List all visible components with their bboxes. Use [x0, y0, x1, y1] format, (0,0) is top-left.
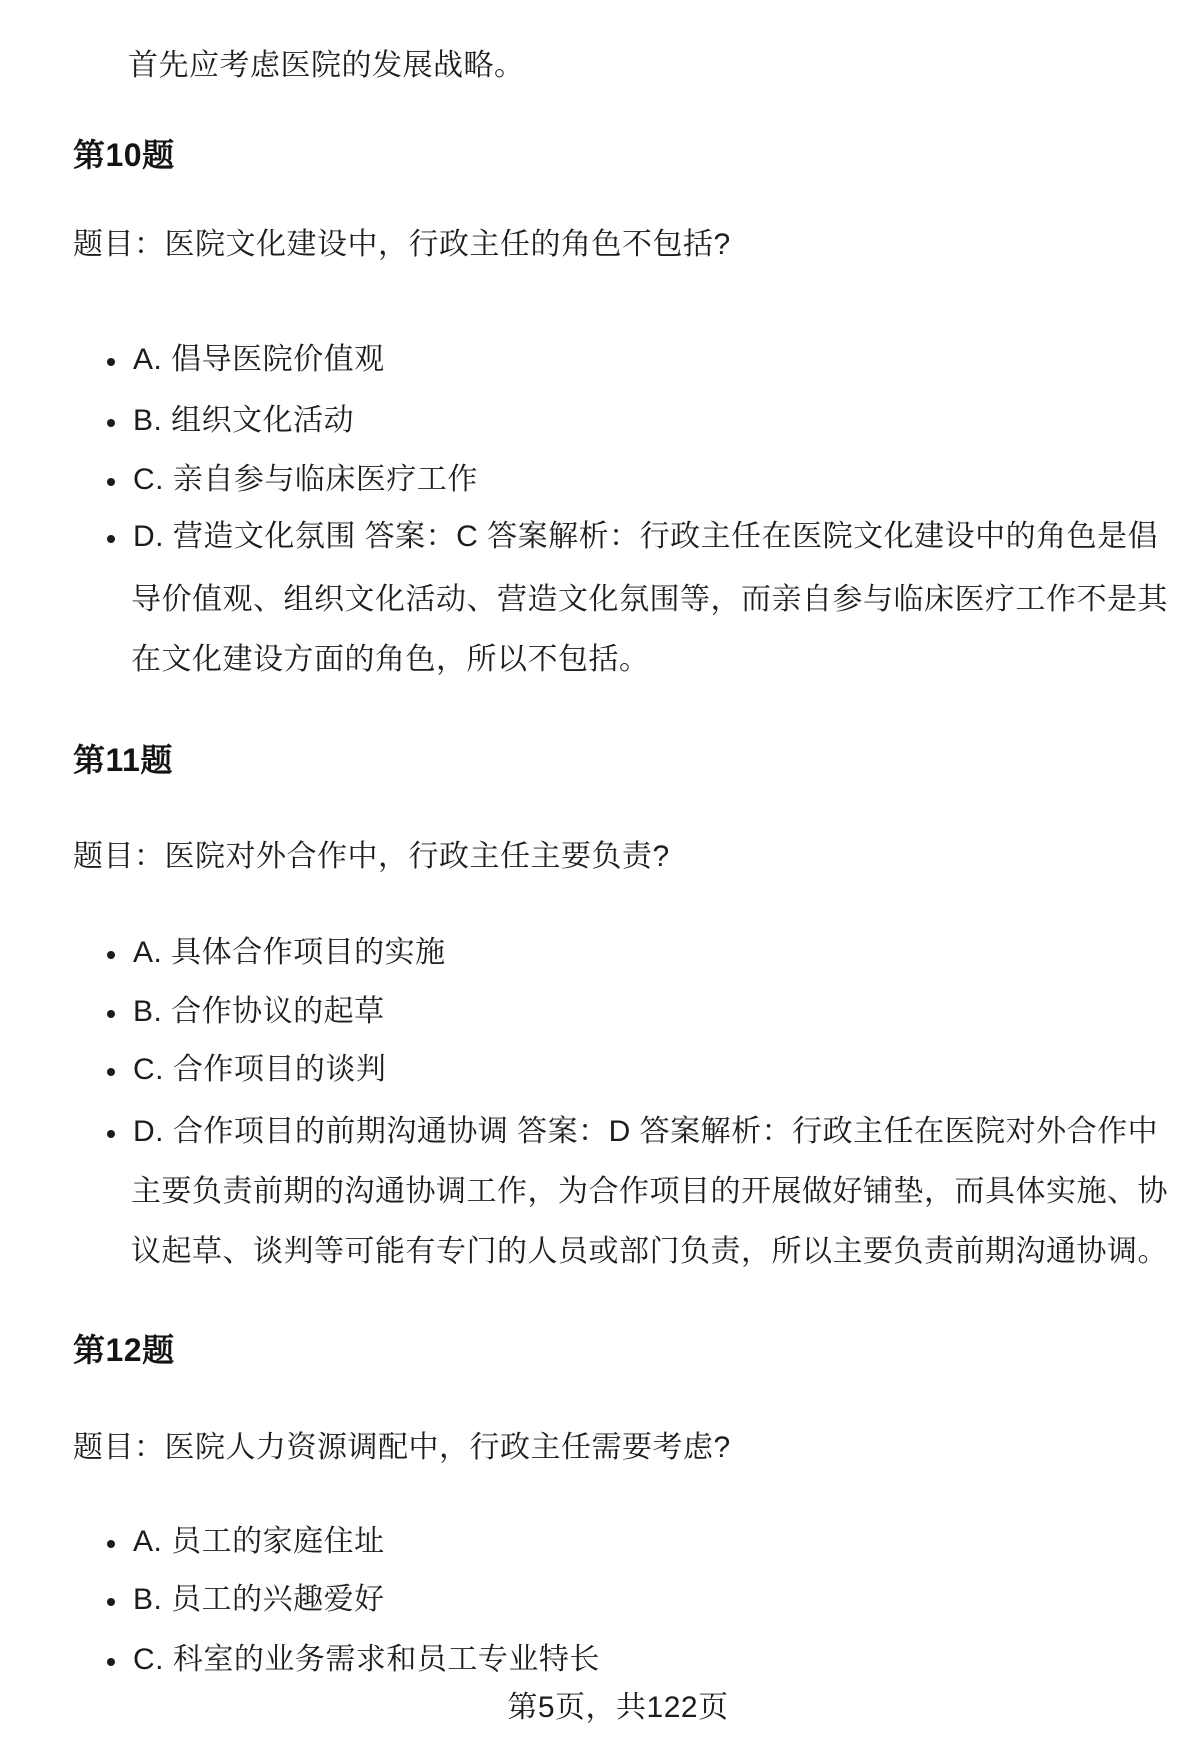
carryover-answer-text: 首先应考虑医院的发展战略。	[128, 49, 525, 82]
bullet-icon	[107, 951, 115, 959]
question-10-prompt: 题目：医院文化建设中，行政主任的角色不包括?	[73, 228, 731, 261]
question-11-option-c	[133, 1040, 386, 1100]
question-12-heading: 第12题	[73, 1332, 175, 1368]
option-text: B. 组织文化活动	[133, 404, 355, 437]
question-10-option-d	[133, 507, 1158, 567]
question-10-heading: 第10题	[73, 137, 175, 173]
bullet-icon	[107, 1658, 115, 1666]
bullet-icon	[107, 1068, 115, 1076]
option-text: A. 具体合作项目的实施	[133, 936, 446, 969]
question-11-option-a	[133, 923, 446, 983]
bullet-icon	[107, 1130, 115, 1138]
option-text: C. 合作项目的谈判	[133, 1053, 387, 1086]
option-text: C. 科室的业务需求和员工专业特长	[133, 1643, 600, 1676]
bullet-icon	[107, 419, 115, 427]
bullet-icon	[107, 535, 115, 543]
question-10-option-c	[133, 450, 478, 510]
question-12-option-b	[133, 1570, 385, 1630]
question-11-option-d	[133, 1102, 1158, 1162]
option-text: B. 员工的兴趣爱好	[133, 1583, 385, 1616]
question-11-option-b	[133, 982, 385, 1042]
question-10-option-b	[133, 391, 354, 451]
option-text: A. 员工的家庭住址	[133, 1525, 385, 1558]
question-11-explanation-line-1: 主要负责前期的沟通协调工作，为合作项目的开展做好铺垫，而具体实施、协	[131, 1175, 1168, 1208]
option-text: B. 合作协议的起草	[133, 995, 385, 1028]
option-text: D. 合作项目的前期沟通协调 答案：D 答案解析：行政主任在医院对外合作中	[133, 1115, 1159, 1148]
question-10-explanation-line-2: 在文化建设方面的角色，所以不包括。	[131, 643, 650, 676]
bullet-icon	[107, 1540, 115, 1548]
bullet-icon	[107, 1598, 115, 1606]
question-10-option-a	[133, 330, 385, 390]
option-text: A. 倡导医院价值观	[133, 343, 385, 376]
question-11-heading: 第11题	[73, 742, 173, 778]
bullet-icon	[107, 358, 115, 366]
bullet-icon	[107, 1010, 115, 1018]
question-12-prompt: 题目：医院人力资源调配中，行政主任需要考虑?	[73, 1431, 731, 1464]
bullet-icon	[107, 478, 115, 486]
option-text: C. 亲自参与临床医疗工作	[133, 463, 478, 496]
question-11-explanation-line-2: 议起草、谈判等可能有专门的人员或部门负责，所以主要负责前期沟通协调。	[131, 1235, 1168, 1268]
question-11-prompt: 题目：医院对外合作中，行政主任主要负责?	[73, 840, 670, 873]
question-12-option-a	[133, 1512, 385, 1572]
page-number-indicator: 第5页，共122页	[507, 1691, 729, 1724]
option-text: D. 营造文化氛围 答案：C 答案解析：行政主任在医院文化建设中的角色是倡	[133, 520, 1159, 553]
question-10-explanation-line-1: 导价值观、组织文化活动、营造文化氛围等，而亲自参与临床医疗工作不是其	[131, 583, 1168, 616]
